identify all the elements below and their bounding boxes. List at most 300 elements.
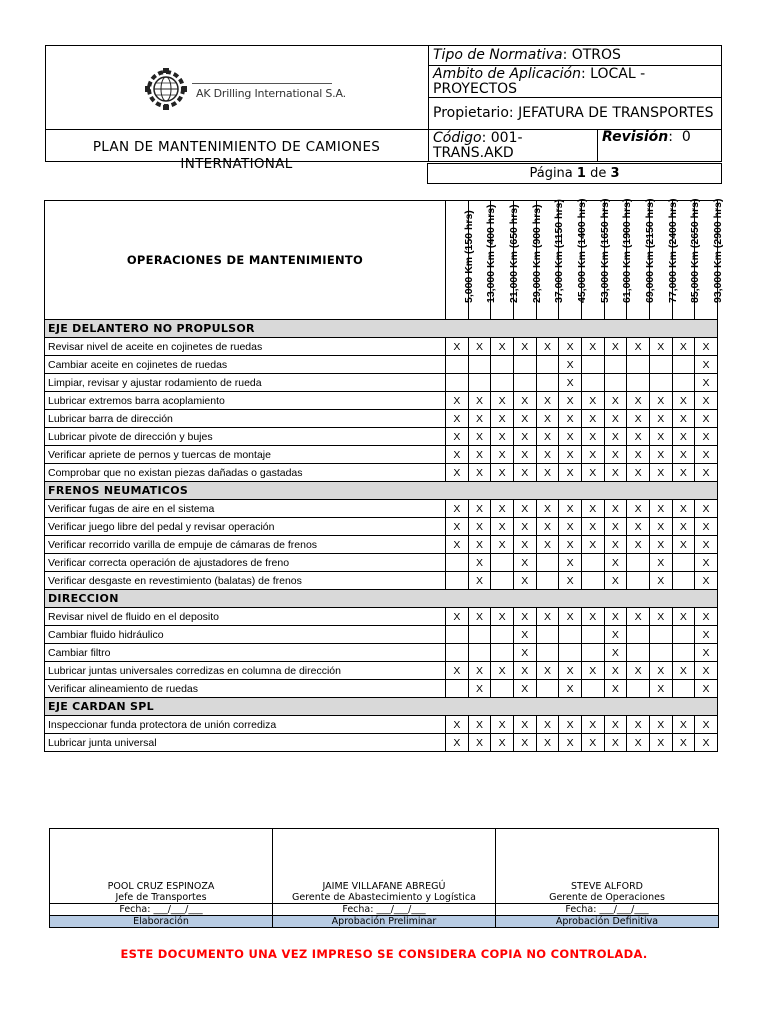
interval-mark: X xyxy=(513,680,536,698)
interval-mark: X xyxy=(468,446,491,464)
task-row xyxy=(45,572,718,590)
interval-mark: X xyxy=(536,536,559,554)
interval-mark: X xyxy=(604,644,627,662)
signature-block xyxy=(49,828,719,928)
interval-mark: X xyxy=(672,446,695,464)
interval-mark: X xyxy=(695,554,718,572)
interval-header xyxy=(536,199,566,320)
interval-mark: X xyxy=(695,680,718,698)
operations-header: OPERACIONES DE MANTENIMIENTO xyxy=(45,201,446,320)
interval-mark xyxy=(491,356,514,374)
interval-mark: X xyxy=(559,536,582,554)
interval-mark xyxy=(536,572,559,590)
interval-mark: X xyxy=(536,716,559,734)
interval-label: 21,000 Km (650 hrs) xyxy=(508,204,521,303)
interval-mark xyxy=(468,626,491,644)
interval-mark: X xyxy=(491,464,514,482)
interval-mark xyxy=(446,572,469,590)
interval-mark: X xyxy=(604,554,627,572)
interval-mark: X xyxy=(627,536,650,554)
interval-label: 61,000 Km (1900 hrs) xyxy=(621,198,634,303)
interval-mark: X xyxy=(604,716,627,734)
interval-mark: X xyxy=(559,572,582,590)
signature-space xyxy=(273,829,496,881)
revision: Revisión: 0 xyxy=(598,130,722,162)
interval-mark xyxy=(649,374,672,392)
interval-mark: X xyxy=(468,410,491,428)
interval-mark: X xyxy=(672,338,695,356)
interval-mark: X xyxy=(446,338,469,356)
interval-mark xyxy=(581,572,604,590)
interval-header xyxy=(491,201,521,320)
interval-header xyxy=(468,201,498,320)
task-row xyxy=(45,500,718,518)
interval-mark: X xyxy=(536,662,559,680)
task-name: Limpiar, revisar y ajustar rodamiento de rueda xyxy=(45,374,446,392)
task-row xyxy=(45,680,718,698)
interval-mark: X xyxy=(627,410,650,428)
interval-mark: X xyxy=(559,734,582,752)
interval-mark: X xyxy=(649,428,672,446)
interval-mark: X xyxy=(468,572,491,590)
tipo-normativa: Tipo de Normativa: OTROS xyxy=(429,46,722,66)
interval-mark xyxy=(491,644,514,662)
interval-mark: X xyxy=(672,662,695,680)
section-title: FRENOS NEUMATICOS xyxy=(45,482,718,500)
interval-mark xyxy=(581,680,604,698)
task-row xyxy=(45,374,718,392)
interval-mark: X xyxy=(695,536,718,554)
interval-mark: X xyxy=(581,608,604,626)
interval-mark: X xyxy=(604,500,627,518)
signer-name: JAIME VILLAFANE ABREGÚ xyxy=(273,880,496,892)
interval-mark: X xyxy=(559,356,582,374)
interval-mark: X xyxy=(672,716,695,734)
interval-mark: X xyxy=(491,338,514,356)
interval-mark: X xyxy=(491,410,514,428)
interval-mark: X xyxy=(559,608,582,626)
interval-mark: X xyxy=(491,392,514,410)
interval-label: 29,000 Km (900 hrs) xyxy=(530,204,543,303)
interval-mark: X xyxy=(695,500,718,518)
interval-mark: X xyxy=(559,374,582,392)
interval-mark xyxy=(468,644,491,662)
task-name: Inspeccionar funda protectora de unión corrediza xyxy=(45,716,446,734)
interval-mark: X xyxy=(672,428,695,446)
task-row xyxy=(45,662,718,680)
interval-mark: X xyxy=(649,608,672,626)
task-row xyxy=(45,518,718,536)
interval-mark: X xyxy=(695,662,718,680)
interval-mark xyxy=(581,374,604,392)
interval-mark: X xyxy=(468,392,491,410)
signature-date: Fecha: ___/___/___ xyxy=(496,904,719,916)
task-row xyxy=(45,536,718,554)
signature-date: Fecha: ___/___/___ xyxy=(50,904,273,916)
interval-mark: X xyxy=(513,608,536,626)
interval-mark: X xyxy=(559,662,582,680)
ambito-aplicacion: Ambito de Aplicación: LOCAL - PROYECTOS xyxy=(429,66,722,98)
interval-mark: X xyxy=(536,464,559,482)
interval-mark: X xyxy=(581,410,604,428)
interval-mark: X xyxy=(513,338,536,356)
interval-mark: X xyxy=(468,680,491,698)
interval-mark xyxy=(672,374,695,392)
task-name: Lubricar junta universal xyxy=(45,734,446,752)
interval-mark: X xyxy=(649,662,672,680)
interval-mark: X xyxy=(695,734,718,752)
interval-mark: X xyxy=(559,446,582,464)
interval-mark: X xyxy=(513,500,536,518)
interval-mark: X xyxy=(695,446,718,464)
signature-stage: Aprobación Preliminar xyxy=(273,916,496,928)
interval-mark: X xyxy=(627,662,650,680)
interval-mark: X xyxy=(468,338,491,356)
interval-mark: X xyxy=(581,446,604,464)
interval-label: 13,000 Km (400 hrs) xyxy=(485,204,498,303)
interval-header xyxy=(559,198,589,320)
section-row xyxy=(45,698,718,716)
maintenance-matrix xyxy=(44,198,725,752)
interval-mark: X xyxy=(468,716,491,734)
task-row xyxy=(45,608,718,626)
interval-header xyxy=(513,201,543,320)
interval-mark: X xyxy=(446,536,469,554)
interval-mark xyxy=(536,626,559,644)
task-name: Revisar nivel de fluido en el deposito xyxy=(45,608,446,626)
interval-mark: X xyxy=(649,680,672,698)
task-row xyxy=(45,446,718,464)
task-name: Lubricar juntas universales corredizas en columna de dirección xyxy=(45,662,446,680)
interval-mark: X xyxy=(695,410,718,428)
section-title: EJE DELANTERO NO PROPULSOR xyxy=(45,320,718,338)
interval-mark: X xyxy=(695,392,718,410)
interval-mark: X xyxy=(513,572,536,590)
interval-header xyxy=(446,201,475,320)
interval-mark: X xyxy=(672,464,695,482)
interval-mark: X xyxy=(513,734,536,752)
interval-mark: X xyxy=(446,500,469,518)
signer-role: Gerente de Abastecimiento y Logística xyxy=(273,892,496,904)
interval-label: 5,000 Km (150 hrs) xyxy=(462,210,475,303)
section-row xyxy=(45,482,718,500)
task-name: Verificar apriete de pernos y tuercas de montaje xyxy=(45,446,446,464)
section-title: EJE CARDAN SPL xyxy=(45,698,718,716)
interval-label: 37,000 Km (1150 hrs) xyxy=(553,199,566,303)
interval-mark: X xyxy=(559,716,582,734)
interval-mark: X xyxy=(672,536,695,554)
interval-mark: X xyxy=(468,734,491,752)
interval-mark: X xyxy=(581,662,604,680)
interval-mark: X xyxy=(649,410,672,428)
interval-mark xyxy=(672,644,695,662)
interval-mark xyxy=(559,644,582,662)
task-row xyxy=(45,644,718,662)
interval-mark: X xyxy=(649,500,672,518)
interval-mark: X xyxy=(581,428,604,446)
interval-mark: X xyxy=(513,644,536,662)
interval-mark xyxy=(468,374,491,392)
interval-mark xyxy=(513,356,536,374)
interval-mark: X xyxy=(604,536,627,554)
interval-mark: X xyxy=(695,338,718,356)
interval-mark: X xyxy=(649,734,672,752)
interval-mark xyxy=(627,644,650,662)
interval-mark: X xyxy=(695,644,718,662)
logo-underline xyxy=(192,83,332,84)
interval-mark xyxy=(672,554,695,572)
interval-mark xyxy=(513,374,536,392)
interval-mark: X xyxy=(513,410,536,428)
task-row xyxy=(45,464,718,482)
interval-mark: X xyxy=(536,518,559,536)
interval-mark: X xyxy=(446,608,469,626)
interval-mark: X xyxy=(672,734,695,752)
interval-mark: X xyxy=(536,428,559,446)
interval-mark: X xyxy=(695,356,718,374)
interval-mark: X xyxy=(604,428,627,446)
interval-mark xyxy=(627,356,650,374)
interval-mark xyxy=(536,680,559,698)
task-name: Comprobar que no existan piezas dañadas o gastadas xyxy=(45,464,446,482)
task-name: Verificar recorrido varilla de empuje de cámaras de frenos xyxy=(45,536,446,554)
interval-mark: X xyxy=(513,662,536,680)
gear-globe-logo-icon xyxy=(144,66,188,112)
interval-mark: X xyxy=(695,428,718,446)
interval-mark: X xyxy=(604,626,627,644)
task-name: Verificar correcta operación de ajustadores de freno xyxy=(45,554,446,572)
interval-mark xyxy=(581,554,604,572)
interval-mark xyxy=(446,644,469,662)
interval-mark: X xyxy=(559,518,582,536)
interval-mark: X xyxy=(468,662,491,680)
interval-mark: X xyxy=(604,518,627,536)
interval-mark: X xyxy=(446,446,469,464)
company-logo xyxy=(144,66,384,114)
interval-mark: X xyxy=(627,500,650,518)
interval-mark: X xyxy=(536,410,559,428)
interval-mark: X xyxy=(536,608,559,626)
interval-mark: X xyxy=(468,464,491,482)
interval-mark: X xyxy=(446,662,469,680)
interval-mark: X xyxy=(627,716,650,734)
interval-mark: X xyxy=(649,392,672,410)
propietario: Propietario: JEFATURA DE TRANSPORTES xyxy=(429,98,722,130)
interval-mark: X xyxy=(581,518,604,536)
interval-mark: X xyxy=(468,428,491,446)
interval-mark: X xyxy=(604,680,627,698)
interval-mark: X xyxy=(536,500,559,518)
interval-mark: X xyxy=(536,392,559,410)
interval-mark xyxy=(627,572,650,590)
interval-mark: X xyxy=(468,554,491,572)
signature-space xyxy=(50,829,273,881)
interval-mark: X xyxy=(649,464,672,482)
task-row xyxy=(45,338,718,356)
interval-mark xyxy=(581,644,604,662)
interval-mark: X xyxy=(491,608,514,626)
interval-mark: X xyxy=(649,572,672,590)
uncontrolled-copy-notice: ESTE DOCUMENTO UNA VEZ IMPRESO SE CONSIDERA COPIA NO CONTROLADA. xyxy=(120,947,648,961)
interval-mark: X xyxy=(581,536,604,554)
interval-header xyxy=(581,198,611,320)
interval-header xyxy=(649,198,679,320)
interval-label: 85,000 Km (2650 hrs) xyxy=(689,198,702,303)
interval-mark: X xyxy=(446,464,469,482)
interval-header xyxy=(604,198,634,320)
section-row xyxy=(45,590,718,608)
interval-mark xyxy=(559,626,582,644)
interval-mark: X xyxy=(513,626,536,644)
task-row xyxy=(45,626,718,644)
interval-mark xyxy=(649,626,672,644)
interval-mark: X xyxy=(513,716,536,734)
task-name: Cambiar filtro xyxy=(45,644,446,662)
signer-role: Gerente de Operaciones xyxy=(496,892,719,904)
interval-mark: X xyxy=(672,608,695,626)
signature-space xyxy=(496,829,719,881)
interval-mark: X xyxy=(513,428,536,446)
interval-mark xyxy=(468,356,491,374)
interval-mark xyxy=(627,626,650,644)
interval-mark: X xyxy=(695,608,718,626)
interval-mark: X xyxy=(513,464,536,482)
interval-mark: X xyxy=(604,410,627,428)
interval-mark: X xyxy=(627,734,650,752)
interval-mark xyxy=(536,356,559,374)
interval-mark: X xyxy=(559,554,582,572)
interval-mark xyxy=(446,356,469,374)
section-row xyxy=(45,320,718,338)
interval-mark: X xyxy=(627,518,650,536)
interval-mark: X xyxy=(446,734,469,752)
interval-mark: X xyxy=(649,716,672,734)
interval-mark: X xyxy=(672,500,695,518)
interval-mark xyxy=(536,554,559,572)
interval-mark xyxy=(627,680,650,698)
interval-mark: X xyxy=(672,392,695,410)
interval-mark xyxy=(581,626,604,644)
interval-mark: X xyxy=(581,500,604,518)
interval-mark: X xyxy=(513,518,536,536)
interval-mark: X xyxy=(627,446,650,464)
interval-mark: X xyxy=(491,446,514,464)
interval-label: 93,000 Km (2900 hrs) xyxy=(712,198,725,303)
interval-mark: X xyxy=(627,428,650,446)
interval-mark: X xyxy=(559,500,582,518)
interval-mark: X xyxy=(604,608,627,626)
interval-mark: X xyxy=(627,608,650,626)
interval-mark: X xyxy=(604,446,627,464)
interval-mark: X xyxy=(559,428,582,446)
interval-mark: X xyxy=(536,338,559,356)
task-name: Verificar fugas de aire en el sistema xyxy=(45,500,446,518)
task-row xyxy=(45,392,718,410)
interval-mark: X xyxy=(695,464,718,482)
interval-mark xyxy=(672,680,695,698)
interval-label: 69,000 Km (2150 hrs) xyxy=(644,198,657,303)
interval-mark: X xyxy=(513,536,536,554)
interval-mark: X xyxy=(491,428,514,446)
interval-mark: X xyxy=(604,338,627,356)
interval-mark: X xyxy=(491,716,514,734)
interval-mark: X xyxy=(491,662,514,680)
task-row xyxy=(45,428,718,446)
interval-mark: X xyxy=(649,338,672,356)
company-name: AK Drilling International S.A. xyxy=(196,87,346,100)
interval-mark: X xyxy=(604,662,627,680)
interval-mark: X xyxy=(559,464,582,482)
interval-mark: X xyxy=(581,716,604,734)
interval-mark xyxy=(491,374,514,392)
interval-mark: X xyxy=(581,464,604,482)
interval-header xyxy=(695,198,725,320)
task-name: Verificar juego libre del pedal y revisar operación xyxy=(45,518,446,536)
interval-mark: X xyxy=(627,464,650,482)
interval-mark xyxy=(627,374,650,392)
interval-mark: X xyxy=(604,572,627,590)
interval-mark: X xyxy=(695,572,718,590)
interval-mark: X xyxy=(604,734,627,752)
interval-mark xyxy=(581,356,604,374)
interval-mark: X xyxy=(446,410,469,428)
interval-mark: X xyxy=(649,518,672,536)
interval-mark: X xyxy=(536,446,559,464)
interval-mark: X xyxy=(695,518,718,536)
interval-mark: X xyxy=(695,626,718,644)
interval-mark: X xyxy=(627,338,650,356)
interval-mark xyxy=(649,356,672,374)
interval-mark: X xyxy=(559,392,582,410)
interval-mark: X xyxy=(513,446,536,464)
task-name: Cambiar fluido hidráulico xyxy=(45,626,446,644)
codigo: Código: 001-TRANS.AKD xyxy=(429,130,598,162)
document-title: PLAN DE MANTENIMIENTO DE CAMIONES INTERNATIONAL xyxy=(92,139,381,172)
interval-mark xyxy=(672,356,695,374)
task-name: Lubricar pivote de dirección y bujes xyxy=(45,428,446,446)
interval-mark: X xyxy=(468,500,491,518)
task-name: Verificar desgaste en revestimiento (balatas) de frenos xyxy=(45,572,446,590)
task-row xyxy=(45,410,718,428)
interval-label: 53,000 Km (1650 hrs) xyxy=(598,198,611,303)
signer-role: Jefe de Transportes xyxy=(50,892,273,904)
task-name: Lubricar barra de dirección xyxy=(45,410,446,428)
interval-mark: X xyxy=(559,338,582,356)
signer-name: POOL CRUZ ESPINOZA xyxy=(50,880,273,892)
interval-mark xyxy=(491,680,514,698)
interval-mark xyxy=(491,554,514,572)
interval-mark: X xyxy=(468,608,491,626)
interval-mark: X xyxy=(672,410,695,428)
interval-mark: X xyxy=(581,392,604,410)
interval-mark xyxy=(491,626,514,644)
interval-mark xyxy=(446,680,469,698)
section-title: DIRECCION xyxy=(45,590,718,608)
interval-mark xyxy=(446,554,469,572)
interval-mark: X xyxy=(446,716,469,734)
interval-label: 77,000 Km (2400 hrs) xyxy=(666,198,679,303)
interval-mark: X xyxy=(559,410,582,428)
interval-mark xyxy=(536,374,559,392)
interval-mark: X xyxy=(649,536,672,554)
signature-stage: Elaboración xyxy=(50,916,273,928)
task-row xyxy=(45,734,718,752)
interval-label: 45,000 Km (1400 hrs) xyxy=(576,198,589,303)
interval-mark: X xyxy=(491,500,514,518)
interval-mark: X xyxy=(627,392,650,410)
interval-mark xyxy=(536,644,559,662)
interval-mark xyxy=(446,626,469,644)
